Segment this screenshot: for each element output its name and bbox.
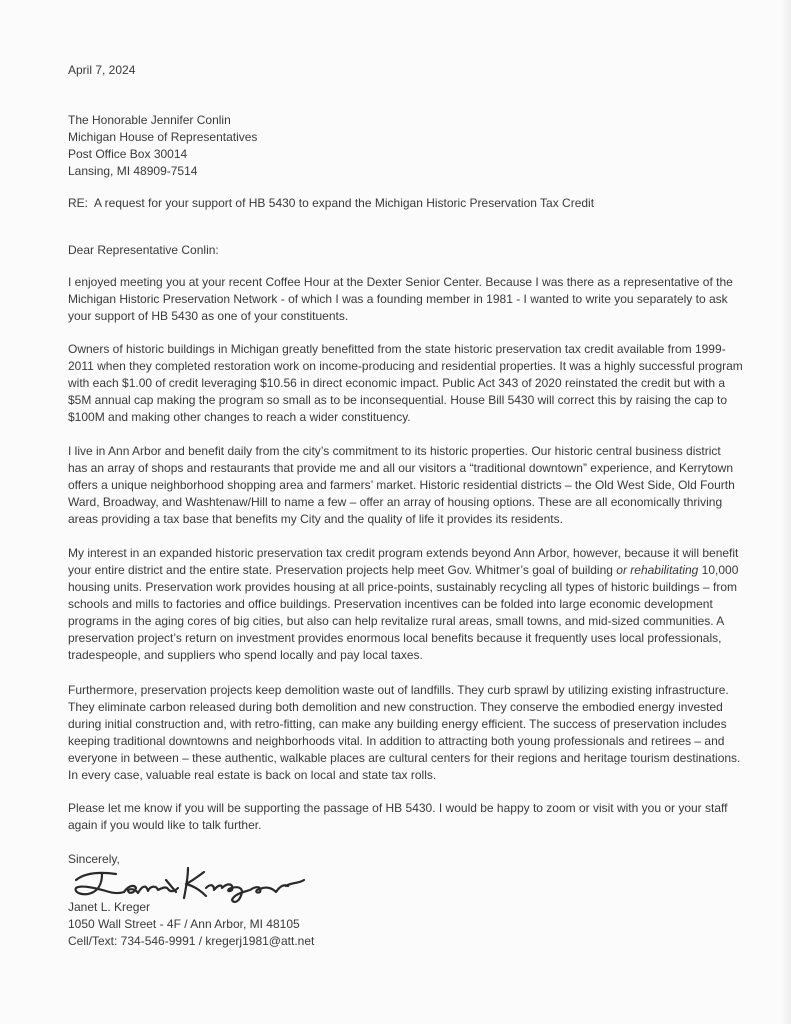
paragraph-3 [68, 443, 736, 528]
paragraph-line: during initial construction and, with retro-fitting, can make any building energy efficient. The success of preservation includes [68, 717, 727, 731]
paragraph-line: Ward, Broadway, and Washtenaw/Hill to name a few – offer an array of housing options. These are all economically thriving [68, 495, 723, 509]
paragraph-4 [68, 545, 739, 664]
paragraph-line: Michigan Historic Preservation Network - of which I was a founding member in 1981 - I wanted to write you separately to ask [68, 292, 728, 306]
recipient-name: The Honorable Jennifer Conlin [68, 113, 231, 127]
recipient-organization: Michigan House of Representatives [68, 130, 258, 144]
paragraph-line: Please let me know if you will be supporting the passage of HB 5430. I would be happy to zoom or visit with you or your staff [68, 801, 728, 815]
sender-info-block [68, 899, 733, 950]
closing-text: Sincerely, [68, 852, 120, 866]
paragraph-line: In every case, valuable real estate is back on local and state tax rolls. [68, 768, 437, 782]
paragraph-line: your support of HB 5430 as one of your constituents. [68, 309, 349, 323]
paragraph-line: keeping traditional downtowns and neighborhoods vital. In addition to attracting both young professionals and retirees – and [68, 734, 725, 748]
paragraph-line: Owners of historic buildings in Michigan greatly benefitted from the state historic preservation tax credit available from 1999- [68, 342, 726, 356]
paragraph-line: again if you would like to talk further. [68, 818, 262, 832]
page-edge-shadow [781, 0, 791, 1024]
emphasized-text: or rehabilitating [616, 563, 699, 577]
paragraph-5 [68, 682, 741, 784]
paragraph-line: 2011 when they completed restoration work on income-producing and residential properties. It was a highly successful program [68, 359, 743, 373]
paragraph-line: I enjoyed meeting you at your recent Coffee Hour at the Dexter Senior Center. Because I was there as a representative of the [68, 275, 733, 289]
subject-line [68, 195, 733, 212]
paragraph-line: programs in the aging cores of big cities, but also can help revitalize rural areas, small towns, and mid-sized communities. A [68, 614, 725, 628]
paragraph-text: your entire district and the entire state. Preservation projects help meet Gov. Whitmer’s goal of building [68, 563, 617, 577]
paragraph-line: I live in Ann Arbor and benefit daily from the city’s commitment to its historic properties. Our historic central business district [68, 444, 721, 458]
paragraph-line: has an array of shops and restaurants that provide me and all our visitors a “traditional downtown” experience, and Kerrytown [68, 461, 734, 475]
paragraph-line: everyone in between – these authentic, walkable places are cultural centers for their regions and heritage tourism destinations. [68, 751, 741, 765]
paragraph-line: housing units. Preservation work provides housing at all price-points, sustainably recycling all types of historic buildings – from [68, 580, 737, 594]
paragraph-line: preservation project’s return on investment provides enormous local benefits because it frequently uses local professionals, [68, 631, 722, 645]
sender-contact: Cell/Text: 734-546-9991 / kregerj1981@att.net [68, 934, 315, 948]
paragraph-line: $100M and making other changes to reach a wider constituency. [68, 410, 411, 424]
letter-date [68, 62, 733, 79]
paragraph-line: They eliminate carbon released during both demolition and new construction. They conserve the embodied energy invested [68, 700, 723, 714]
paragraph-line: $5M annual cap making the program so small as to be inconsequential. House Bill 5430 will correct this by raising the cap to [68, 393, 728, 407]
paragraph-2 [68, 341, 743, 426]
paragraph-line [68, 562, 739, 579]
paragraph-line: offers a unique neighborhood shopping area and farmers’ market. Historic residential districts – the Old West Side, Old Fourth [68, 478, 735, 492]
recipient-address-line-2: Lansing, MI 48909-7514 [68, 164, 198, 178]
date-text: April 7, 2024 [68, 63, 136, 77]
paragraph-line: My interest in an expanded historic preservation tax credit program extends beyond Ann Arbor, however, because it will benefit [68, 546, 739, 560]
sender-name: Janet L. Kreger [68, 900, 151, 914]
paragraph-line: Furthermore, preservation projects keep demolition waste out of landfills. They curb sprawl by utilizing existing infrastructure. [68, 683, 729, 697]
paragraph-text: 10,000 [698, 563, 739, 577]
sender-address: 1050 Wall Street - 4F / Ann Arbor, MI 48105 [68, 917, 300, 931]
paragraph-line: with each $1.00 of credit leveraging $10.56 in direct economic impact. Public Act 343 of 2020 reinstated the credit but with a [68, 376, 726, 390]
paragraph-line: tradespeople, and suppliers who spend locally and pay local taxes. [68, 648, 423, 662]
recipient-address-line-1: Post Office Box 30014 [68, 147, 188, 161]
salutation [68, 242, 733, 259]
salutation-text: Dear Representative Conlin: [68, 243, 219, 257]
paragraph-line: areas providing a tax base that benefits my City and the quality of life it provides its residents. [68, 512, 563, 526]
subject-text: RE: A request for your support of HB 5430 to expand the Michigan Historic Preservation Tax Credit [68, 196, 595, 210]
paragraph-line: schools and mills to factories and office buildings. Preservation incentives can be folded into large economic development [68, 597, 713, 611]
recipient-address-block [68, 112, 733, 180]
paragraph-1 [68, 274, 736, 325]
paragraph-6 [68, 800, 736, 834]
